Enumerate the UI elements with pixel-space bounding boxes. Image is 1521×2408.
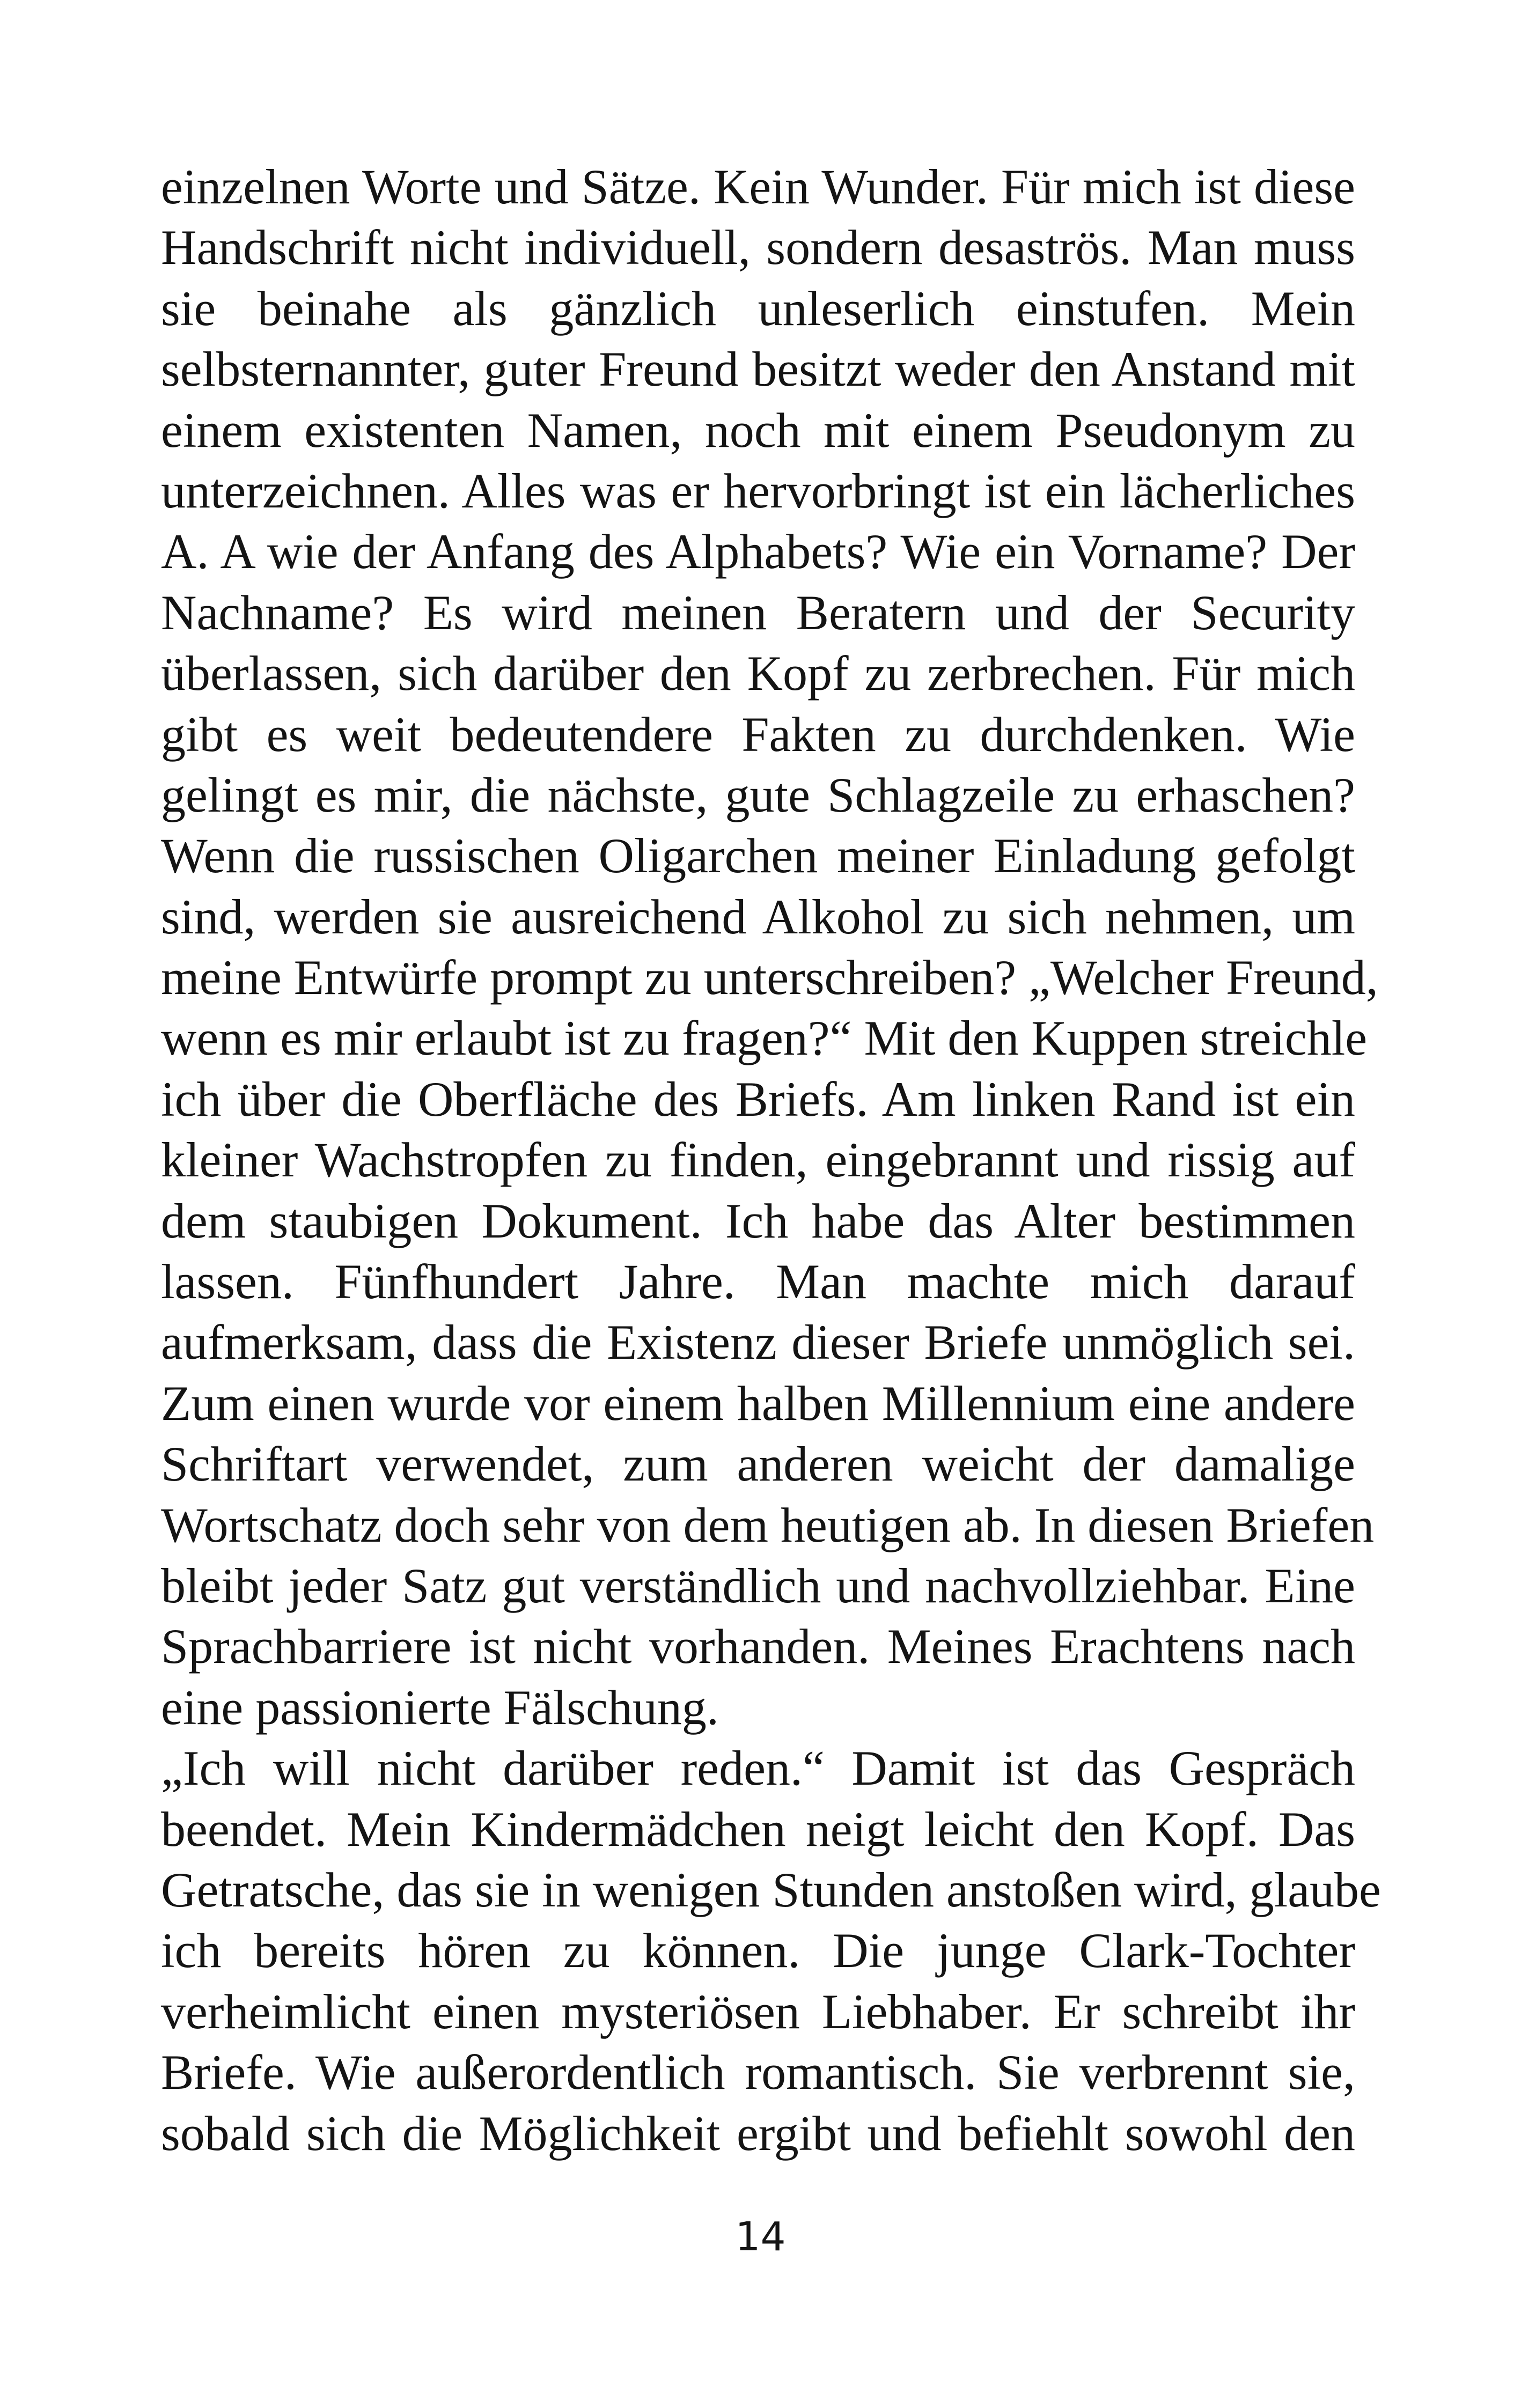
text-line: „Ich will nicht darüber reden.“ Damit ist das Gespräch <box>161 1741 1355 1796</box>
text-line: überlassen, sich darüber den Kopf zu zerbrechen. Für mich <box>161 646 1355 701</box>
text-line: aufmerksam, dass die Existenz dieser Briefe unmöglich sei. <box>161 1315 1355 1370</box>
text-line: eine passionierte Fälschung. <box>161 1680 719 1735</box>
text-line: Briefe. Wie außerordentlich romantisch. Sie verbrennt sie, <box>161 2045 1355 2100</box>
text-line: verheimlicht einen mysteriösen Liebhaber. Er schreibt ihr <box>161 1984 1355 2039</box>
text-line: selbsternannter, guter Freund besitzt weder den Anstand mit <box>161 342 1355 397</box>
text-line: gelingt es mir, die nächste, gute Schlagzeile zu erhaschen? <box>161 767 1355 822</box>
text-line: einzelnen Worte und Sätze. Kein Wunder. Für mich ist diese <box>161 159 1355 214</box>
text-line: Getratsche, das sie in wenigen Stunden anstoßen wird, glaube <box>161 1862 1381 1917</box>
text-line: lassen. Fünfhundert Jahre. Man machte mich darauf <box>161 1254 1355 1309</box>
text-line: ich über die Oberfläche des Briefs. Am linken Rand ist ein <box>161 1071 1355 1126</box>
text-line: dem staubigen Dokument. Ich habe das Alter bestimmen <box>161 1193 1355 1248</box>
page-number: 14 <box>735 2214 786 2260</box>
text-line: A. A wie der Anfang des Alphabets? Wie ein Vorname? Der <box>161 524 1355 579</box>
text-line: beendet. Mein Kindermädchen neigt leicht den Kopf. Das <box>161 1801 1355 1857</box>
text-line: gibt es weit bedeutendere Fakten zu durchdenken. Wie <box>161 706 1355 762</box>
body-text <box>161 157 1381 2164</box>
text-line: sie beinahe als gänzlich unleserlich einstufen. Mein <box>161 281 1355 336</box>
text-line: unterzeichnen. Alles was er hervorbringt ist ein lächerliches <box>161 463 1355 518</box>
text-line: sobald sich die Möglichkeit ergibt und befiehlt sowohl den <box>161 2105 1355 2161</box>
text-line: kleiner Wachstropfen zu finden, eingebrannt und rissig auf <box>161 1132 1355 1188</box>
text-line: Schriftart verwendet, zum anderen weicht der damalige <box>161 1437 1355 1492</box>
text-line: Zum einen wurde vor einem halben Millennium eine andere <box>161 1375 1355 1431</box>
text-line: Handschrift nicht individuell, sondern desaströs. Man muss <box>161 220 1355 275</box>
text-line: einem existenten Namen, noch mit einem Pseudonym zu <box>161 402 1355 458</box>
text-line: wenn es mir erlaubt ist zu fragen?“ Mit den Kuppen streichle <box>161 1011 1368 1066</box>
text-line: Wenn die russischen Oligarchen meiner Einladung gefolgt <box>161 828 1355 883</box>
text-line: sind, werden sie ausreichend Alkohol zu sich nehmen, um <box>161 889 1355 944</box>
text-line: ich bereits hören zu können. Die junge Clark-Tochter <box>161 1923 1355 1978</box>
text-line: Nachname? Es wird meinen Beratern und der Security <box>161 585 1355 640</box>
text-line: Wortschatz doch sehr von dem heutigen ab. In diesen Briefen <box>161 1497 1375 1552</box>
text-line: meine Entwürfe prompt zu unterschreiben? „Welcher Freund, <box>161 950 1378 1005</box>
text-line: bleibt jeder Satz gut verständlich und nachvollziehbar. Eine <box>161 1558 1355 1613</box>
text-line: Sprachbarriere ist nicht vorhanden. Meines Erachtens nach <box>161 1619 1355 1674</box>
